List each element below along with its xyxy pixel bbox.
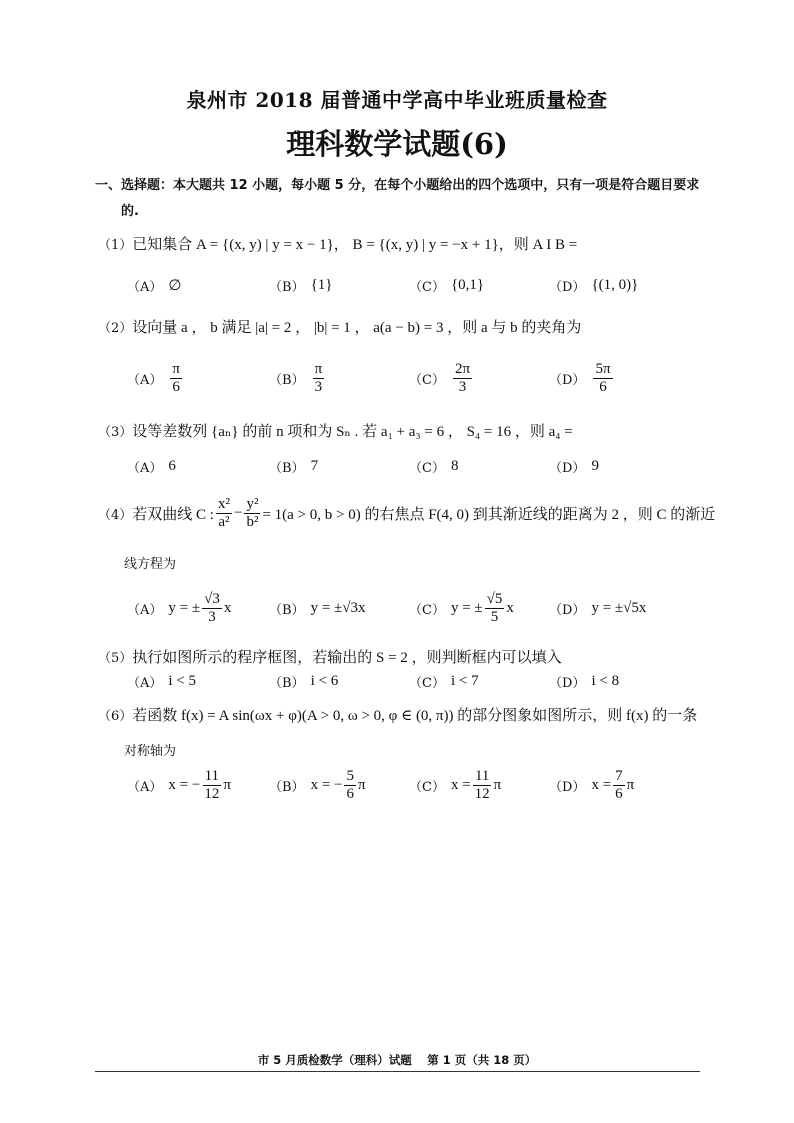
question-6: [98, 704, 708, 725]
option-value: {1}: [310, 276, 333, 293]
option-d[interactable]: [549, 588, 646, 628]
fraction-denominator: 12: [474, 785, 490, 802]
question-2-options: [127, 358, 727, 398]
section-instructions: [95, 166, 705, 222]
option-label: （A）: [127, 675, 163, 691]
option-label: （A）: [127, 779, 163, 795]
question-stem: 设向量 a ， b 满足 |a| = 2 ， |b| = 1 ， a(a − b) = 3 ，则 a 与 b 的夹角为: [132, 320, 582, 336]
option-value-post: π: [626, 776, 635, 793]
option-b[interactable]: [269, 588, 366, 628]
option-c[interactable]: [409, 358, 474, 398]
option-a[interactable]: [127, 765, 231, 805]
option-value: i < 6: [310, 672, 339, 689]
section-line-2: 的.: [121, 204, 139, 219]
option-label: （C）: [409, 279, 445, 295]
stem-fraction-y: [244, 496, 260, 531]
question-stem: 已知集合 A = {(x, y) | y = x − 1}， B = {(x, y) | y = −x + 1}，则 A I B =: [132, 237, 578, 253]
fraction-numerator: 2π: [454, 360, 471, 377]
option-a[interactable]: [127, 265, 181, 305]
option-value-post: π: [223, 776, 231, 793]
question-1-options: [127, 265, 727, 305]
fraction-denominator: 3: [208, 608, 216, 625]
question-4: [98, 493, 716, 533]
option-label: （D）: [549, 279, 586, 295]
question-2: [98, 316, 708, 337]
fraction-numerator: π: [314, 360, 323, 377]
question-5-options: [127, 661, 727, 701]
option-value-post: π: [493, 776, 502, 793]
option-label: （A）: [127, 602, 163, 618]
option-d[interactable]: [549, 358, 615, 398]
option-a[interactable]: [127, 588, 231, 628]
option-value: {0,1}: [450, 276, 485, 293]
option-label: （B）: [269, 372, 305, 388]
option-fraction: [344, 768, 356, 803]
option-value: i < 8: [591, 672, 620, 689]
fraction-numerator: y²: [246, 495, 259, 512]
option-c[interactable]: [409, 265, 484, 305]
option-b[interactable]: [269, 265, 332, 305]
option-label: （B）: [269, 779, 305, 795]
option-value-pre: x = −: [310, 776, 343, 793]
question-4-continuation: 线方程为: [124, 557, 177, 572]
option-value: y = ±√5x: [591, 599, 647, 616]
question-number: （1）: [98, 238, 133, 253]
fraction-numerator: π: [172, 360, 180, 377]
option-value: 6: [168, 457, 176, 474]
fraction-numerator: √3: [204, 590, 220, 607]
option-value: 7: [310, 457, 319, 474]
option-label: （D）: [549, 675, 586, 691]
fraction-numerator: 11: [474, 767, 490, 784]
option-label: （C）: [409, 675, 445, 691]
question-stem-post: = 1(a > 0, b > 0) 的右焦点 F(4, 0) 到其渐近线的距离为 2 ，则 C 的渐近: [262, 506, 716, 523]
fraction-numerator: x²: [217, 495, 230, 512]
option-b[interactable]: [269, 661, 338, 701]
option-label: （A）: [127, 372, 163, 388]
option-value-pre: y = ±: [450, 599, 483, 616]
option-a[interactable]: [127, 661, 196, 701]
option-label: （B）: [269, 279, 305, 295]
question-4-options: [127, 588, 727, 628]
fraction-numerator: 7: [615, 767, 623, 784]
option-label: （B）: [269, 460, 305, 476]
option-fraction: [170, 361, 182, 396]
option-fraction: [593, 361, 612, 396]
fraction-denominator: b²: [246, 513, 259, 530]
page-footer: 市 5 月质检数学（理科）试题 第 1 页（共 18 页）: [257, 1053, 537, 1067]
question-3-options: [127, 446, 727, 486]
fraction-numerator: 5π: [595, 360, 611, 377]
question-number: （4）: [98, 507, 133, 523]
exam-subtitle: 理科数学试题(6): [286, 127, 508, 161]
option-c[interactable]: [409, 661, 479, 701]
footer-divider: [95, 1071, 700, 1072]
option-d[interactable]: [549, 661, 619, 701]
exam-title: 泉州市 2018 届普通中学高中毕业班质量检查: [186, 88, 608, 112]
fraction-denominator: a²: [218, 513, 230, 530]
fraction-numerator: 11: [204, 767, 220, 784]
option-fraction: [202, 591, 222, 626]
option-value-post: π: [357, 776, 366, 793]
question-number: （2）: [98, 321, 133, 336]
fraction-numerator: 5: [346, 767, 354, 784]
option-label: （D）: [549, 372, 586, 388]
question-6-continuation: 对称轴为: [124, 744, 177, 759]
fraction-denominator: 5: [490, 608, 499, 625]
option-label: （A）: [127, 460, 163, 476]
fraction-denominator: 3: [458, 378, 467, 395]
option-fraction: [202, 768, 221, 803]
option-label: （C）: [409, 602, 445, 618]
option-label: （D）: [549, 460, 586, 476]
option-b[interactable]: [269, 765, 366, 805]
option-c[interactable]: [409, 765, 501, 805]
option-value-post: x: [223, 599, 232, 616]
option-value: i < 7: [450, 672, 479, 689]
question-stem: 设等差数列 {aₙ} 的前 n 项和为 Sₙ . 若 a₁ + a₃ = 6 ， S₄ = 16 ，则 a₄ =: [132, 424, 573, 440]
option-label: （B）: [269, 602, 305, 618]
fraction-denominator: 12: [204, 785, 220, 802]
stem-fraction-x: [216, 496, 232, 531]
option-d[interactable]: [549, 446, 599, 486]
fraction-denominator: 6: [172, 378, 180, 395]
question-stem: 执行如图所示的程序框图，若输出的 S = 2 ，则判断框内可以填入: [132, 650, 562, 666]
option-label: （D）: [549, 779, 586, 795]
option-value: {(1, 0)}: [591, 276, 639, 293]
option-label: （C）: [409, 460, 445, 476]
option-d[interactable]: [549, 265, 638, 305]
option-label: （C）: [409, 372, 445, 388]
option-value-pre: x =: [591, 776, 612, 793]
question-stem: 若函数 f(x) = A sin(ωx + φ)(A > 0, ω > 0, φ ∈ (0, π)) 的部分图象如图所示，则 f(x) 的一条: [132, 708, 698, 724]
question-3: [98, 420, 708, 441]
option-value: y = ±√3x: [310, 599, 366, 616]
option-c[interactable]: [409, 588, 514, 628]
option-label: （B）: [269, 675, 305, 691]
fraction-denominator: 6: [615, 785, 623, 802]
option-fraction: [485, 591, 505, 626]
option-fraction: [473, 768, 492, 803]
fraction-denominator: 6: [346, 785, 354, 802]
question-6-options: [127, 765, 727, 805]
option-label: （D）: [549, 602, 586, 618]
stem-minus: −: [233, 504, 243, 521]
option-fraction: [613, 768, 625, 803]
option-value: ∅: [168, 277, 182, 294]
option-label: （A）: [127, 279, 163, 295]
option-value: 8: [450, 457, 459, 474]
question-number: （5）: [98, 651, 133, 666]
section-line-1: 一、选择题：本大题共 12 小题，每小题 5 分，在每个小题给出的四个选项中，只有一项是符合题目要求: [95, 178, 700, 193]
option-value: 9: [591, 457, 599, 474]
option-value-pre: y = ±: [168, 599, 201, 616]
option-a[interactable]: [127, 446, 176, 486]
option-value-post: x: [506, 599, 514, 616]
option-d[interactable]: [549, 765, 634, 805]
option-c[interactable]: [409, 446, 458, 486]
option-b[interactable]: [269, 358, 326, 398]
fraction-numerator: √5: [486, 590, 503, 607]
question-number: （6）: [98, 709, 133, 724]
option-value: i < 5: [168, 672, 197, 689]
option-fraction: [453, 361, 472, 396]
option-value-pre: x = −: [168, 776, 201, 793]
question-number: （3）: [98, 425, 133, 440]
option-b[interactable]: [269, 446, 318, 486]
question-stem-pre: 若双曲线 C :: [132, 506, 214, 523]
option-a[interactable]: [127, 358, 184, 398]
question-1: [98, 233, 708, 254]
option-fraction: [313, 361, 325, 396]
option-value-pre: x =: [450, 776, 471, 793]
fraction-denominator: 6: [599, 378, 607, 395]
option-label: （C）: [409, 779, 445, 795]
fraction-denominator: 3: [314, 378, 323, 395]
